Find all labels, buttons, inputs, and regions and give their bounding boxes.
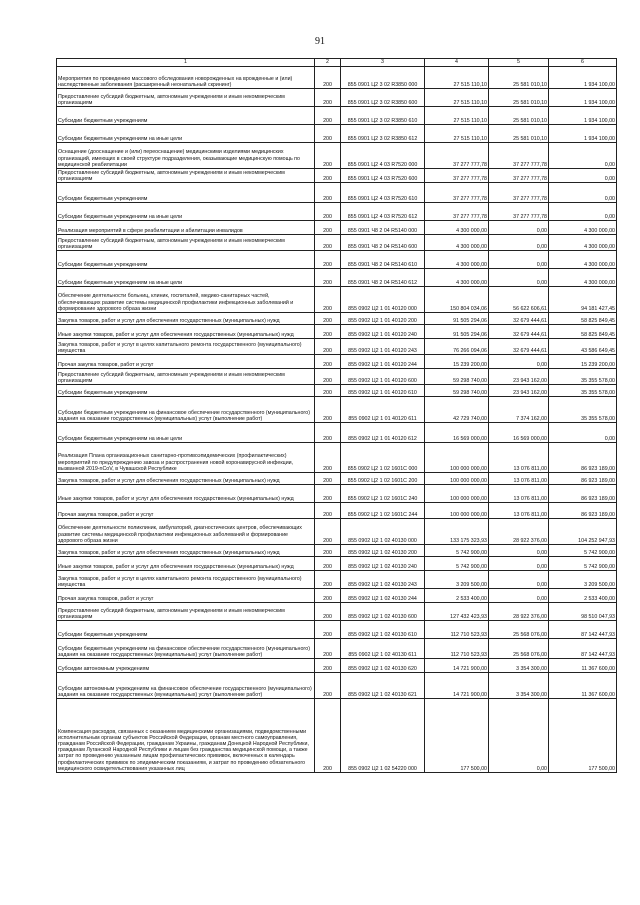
row-admin-cell: 200 bbox=[315, 699, 341, 773]
row-amount-republic: 0,00 bbox=[549, 169, 617, 183]
row-amount-republic: 0,00 bbox=[549, 183, 617, 203]
row-name-cell: Закупка товаров, работ и услуг для обеспечения государственных (муниципальных) нужд bbox=[57, 313, 315, 325]
row-name-cell: Субсидии автономным учреждениям bbox=[57, 659, 315, 673]
row-code-cell: 855 0902 Ц2 1 01 40120 612 bbox=[341, 423, 425, 443]
row-code-cell: 855 0901 Ч8 2 04 R5140 600 bbox=[341, 235, 425, 251]
row-admin-cell: 200 bbox=[315, 621, 341, 639]
row-name-cell: Предоставление субсидий бюджетным, автономным учреждениям и иным некоммерческим организациям bbox=[57, 89, 315, 107]
row-name-cell: Закупка товаров, работ и услуг в целях капитального ремонта государственного (муниципального) имущества bbox=[57, 339, 315, 355]
row-amount-total: 91 505 294,06 bbox=[425, 313, 489, 325]
row-amount-total: 16 569 000,00 bbox=[425, 423, 489, 443]
row-code-cell: 855 0901 Ц2 4 03 R7520 600 bbox=[341, 169, 425, 183]
row-admin-cell: 200 bbox=[315, 659, 341, 673]
row-admin-cell: 200 bbox=[315, 355, 341, 369]
row-code-cell: 855 0902 Ц2 1 02 40130 243 bbox=[341, 571, 425, 589]
row-amount-total: 14 721 900,00 bbox=[425, 673, 489, 699]
row-name-cell: Обеспечение деятельности поликлиник, амбулаторий, диагностических центров, обеспечивающих развитие системы медицинской профилактики инфекционных заболеваний и формирование здорового образа жизни bbox=[57, 519, 315, 545]
page-number: 91 bbox=[315, 36, 325, 47]
row-amount-republic: 58 825 849,45 bbox=[549, 325, 617, 339]
header-cell: 1 bbox=[57, 59, 315, 67]
table-row bbox=[57, 589, 617, 603]
row-code-cell: 855 0902 Ц2 1 01 40120 610 bbox=[341, 385, 425, 397]
row-amount-total: 112 710 523,93 bbox=[425, 639, 489, 659]
table-row bbox=[57, 313, 617, 325]
row-amount-federal: 37 277 777,78 bbox=[489, 169, 549, 183]
row-amount-federal: 13 076 811,00 bbox=[489, 473, 549, 485]
row-amount-republic: 0,00 bbox=[549, 423, 617, 443]
row-amount-total: 37 277 777,78 bbox=[425, 169, 489, 183]
row-name-cell: Предоставление субсидий бюджетным, автономным учреждениям и иным некоммерческим организациям bbox=[57, 603, 315, 621]
row-amount-republic: 35 355 578,00 bbox=[549, 385, 617, 397]
row-amount-total: 4 300 000,00 bbox=[425, 251, 489, 269]
row-admin-cell: 200 bbox=[315, 89, 341, 107]
header-cell: 3 bbox=[341, 59, 425, 67]
table-row bbox=[57, 659, 617, 673]
row-amount-total: 4 300 000,00 bbox=[425, 269, 489, 287]
row-amount-total: 91 505 294,06 bbox=[425, 325, 489, 339]
row-amount-republic: 86 923 189,00 bbox=[549, 485, 617, 503]
row-name-cell: Иные закупки товаров, работ и услуг для обеспечения государственных (муниципальных) нужд bbox=[57, 485, 315, 503]
row-admin-cell: 200 bbox=[315, 473, 341, 485]
row-admin-cell: 200 bbox=[315, 325, 341, 339]
row-amount-republic: 4 300 000,00 bbox=[549, 251, 617, 269]
row-amount-republic: 87 142 447,93 bbox=[549, 639, 617, 659]
row-amount-federal: 7 374 162,00 bbox=[489, 397, 549, 423]
row-name-cell: Субсидии бюджетным учреждениям bbox=[57, 251, 315, 269]
row-code-cell: 855 0902 Ц2 1 02 40130 240 bbox=[341, 557, 425, 571]
row-amount-federal: 0,00 bbox=[489, 269, 549, 287]
row-admin-cell: 200 bbox=[315, 385, 341, 397]
row-name-cell: Субсидии бюджетным учреждениям bbox=[57, 385, 315, 397]
row-name-cell: Субсидии бюджетным учреждениям на финансовое обеспечение государственного (муниципального) задания на оказание государственных (муниципальных) услуг (выполнение работ) bbox=[57, 397, 315, 423]
row-code-cell: 855 0902 Ц2 1 02 1601С 244 bbox=[341, 503, 425, 519]
row-amount-total: 37 277 777,78 bbox=[425, 183, 489, 203]
row-amount-republic: 86 923 189,00 bbox=[549, 473, 617, 485]
row-admin-cell: 200 bbox=[315, 143, 341, 169]
row-name-cell: Оснащение (дооснащение и (или) переоснащение) медицинскими изделиями медицинских организаций, имеющих в своей структуре подразделения, оказывающие медицинскую помощь по медицинской реабилитации bbox=[57, 143, 315, 169]
row-name-cell: Иные закупки товаров, работ и услуг для обеспечения государственных (муниципальных) нужд bbox=[57, 557, 315, 571]
row-code-cell: 855 0902 Ц2 1 01 40120 200 bbox=[341, 313, 425, 325]
row-amount-republic: 87 142 447,93 bbox=[549, 621, 617, 639]
row-amount-total: 4 300 000,00 bbox=[425, 235, 489, 251]
table-row bbox=[57, 169, 617, 183]
row-amount-federal: 3 354 300,00 bbox=[489, 659, 549, 673]
row-code-cell: 855 0902 Ц2 1 02 1601С 240 bbox=[341, 485, 425, 503]
row-amount-federal: 0,00 bbox=[489, 545, 549, 557]
row-amount-republic: 11 367 600,00 bbox=[549, 673, 617, 699]
row-amount-republic: 4 300 000,00 bbox=[549, 221, 617, 235]
row-name-cell: Предоставление субсидий бюджетным, автономным учреждениям и иным некоммерческим организациям bbox=[57, 169, 315, 183]
table-row bbox=[57, 385, 617, 397]
row-amount-total: 15 239 200,00 bbox=[425, 355, 489, 369]
row-name-cell: Реализация мероприятий в сфере реабилитации и абилитации инвалидов bbox=[57, 221, 315, 235]
row-admin-cell: 200 bbox=[315, 369, 341, 385]
row-code-cell: 855 0902 Ц2 1 01 40120 244 bbox=[341, 355, 425, 369]
row-name-cell: Прочая закупка товаров, работ и услуг bbox=[57, 589, 315, 603]
row-code-cell: 855 0901 Ц2 4 03 R7520 000 bbox=[341, 143, 425, 169]
header-cell: 5 bbox=[489, 59, 549, 67]
row-code-cell: 855 0902 Ц2 1 02 40130 621 bbox=[341, 673, 425, 699]
row-code-cell: 855 0902 Ц2 1 02 54220 000 bbox=[341, 699, 425, 773]
row-amount-total: 27 515 110,10 bbox=[425, 67, 489, 89]
row-code-cell: 855 0901 Ц2 3 02 R3850 612 bbox=[341, 125, 425, 143]
row-admin-cell: 200 bbox=[315, 485, 341, 503]
row-amount-federal: 25 581 010,10 bbox=[489, 89, 549, 107]
table-row bbox=[57, 251, 617, 269]
row-amount-republic: 15 239 200,00 bbox=[549, 355, 617, 369]
row-name-cell: Субсидии бюджетным учреждениям на иные цели bbox=[57, 203, 315, 221]
row-amount-republic: 98 510 047,93 bbox=[549, 603, 617, 621]
row-amount-federal: 37 277 777,78 bbox=[489, 143, 549, 169]
row-name-cell: Субсидии бюджетным учреждениям bbox=[57, 107, 315, 125]
row-amount-total: 100 000 000,00 bbox=[425, 443, 489, 473]
row-amount-republic: 177 500,00 bbox=[549, 699, 617, 773]
row-amount-republic: 43 586 649,45 bbox=[549, 339, 617, 355]
table-row bbox=[57, 355, 617, 369]
row-name-cell: Реализация Плана организационных санитарно-противоэпидемических (профилактических) мероприятий по предупреждению завоза и распространения новой коронавирусной инфекции, вызванной 2019-nCoV, в Чувашской Республике bbox=[57, 443, 315, 473]
row-code-cell: 855 0902 Ц2 1 02 40130 620 bbox=[341, 659, 425, 673]
row-admin-cell: 200 bbox=[315, 125, 341, 143]
row-amount-total: 37 277 777,78 bbox=[425, 203, 489, 221]
table-row bbox=[57, 397, 617, 423]
row-code-cell: 855 0902 Ц2 1 02 40130 611 bbox=[341, 639, 425, 659]
row-amount-federal: 0,00 bbox=[489, 571, 549, 589]
row-code-cell: 855 0902 Ц2 1 02 40130 600 bbox=[341, 603, 425, 621]
table-row bbox=[57, 287, 617, 313]
row-amount-republic: 3 209 500,00 bbox=[549, 571, 617, 589]
row-code-cell: 855 0902 Ц2 1 01 40120 000 bbox=[341, 287, 425, 313]
row-amount-federal: 16 569 000,00 bbox=[489, 423, 549, 443]
row-admin-cell: 200 bbox=[315, 221, 341, 235]
table-row bbox=[57, 545, 617, 557]
table-row bbox=[57, 485, 617, 503]
row-amount-total: 14 721 900,00 bbox=[425, 659, 489, 673]
row-amount-total: 150 804 034,06 bbox=[425, 287, 489, 313]
row-amount-federal: 23 943 162,00 bbox=[489, 369, 549, 385]
table-row bbox=[57, 673, 617, 699]
row-amount-total: 76 266 094,06 bbox=[425, 339, 489, 355]
row-code-cell: 855 0902 Ц2 1 01 40120 240 bbox=[341, 325, 425, 339]
table-row bbox=[57, 519, 617, 545]
table-row bbox=[57, 369, 617, 385]
row-admin-cell: 200 bbox=[315, 235, 341, 251]
row-amount-federal: 25 568 076,00 bbox=[489, 639, 549, 659]
row-name-cell: Субсидии бюджетным учреждениям на иные цели bbox=[57, 269, 315, 287]
row-amount-total: 112 710 523,93 bbox=[425, 621, 489, 639]
row-amount-total: 2 533 400,00 bbox=[425, 589, 489, 603]
table-row bbox=[57, 699, 617, 773]
row-code-cell: 855 0901 Ц2 3 02 R3850 600 bbox=[341, 89, 425, 107]
table-row bbox=[57, 473, 617, 485]
table-row bbox=[57, 639, 617, 659]
row-amount-federal: 28 922 376,00 bbox=[489, 603, 549, 621]
row-amount-total: 100 000 000,00 bbox=[425, 473, 489, 485]
row-name-cell: Предоставление субсидий бюджетным, автономным учреждениям и иным некоммерческим организациям bbox=[57, 369, 315, 385]
table-row bbox=[57, 67, 617, 89]
table-row bbox=[57, 603, 617, 621]
row-code-cell: 855 0901 Ц2 4 03 R7520 612 bbox=[341, 203, 425, 221]
row-amount-total: 42 729 740,00 bbox=[425, 397, 489, 423]
row-name-cell: Прочая закупка товаров, работ и услуг bbox=[57, 503, 315, 519]
row-amount-republic: 5 742 900,00 bbox=[549, 545, 617, 557]
table-row bbox=[57, 339, 617, 355]
row-admin-cell: 200 bbox=[315, 519, 341, 545]
row-amount-republic: 5 742 900,00 bbox=[549, 557, 617, 571]
row-code-cell: 855 0902 Ц2 1 02 40130 000 bbox=[341, 519, 425, 545]
row-name-cell: Субсидии бюджетным учреждениям на иные цели bbox=[57, 423, 315, 443]
row-amount-total: 5 742 900,00 bbox=[425, 557, 489, 571]
row-amount-federal: 56 622 606,61 bbox=[489, 287, 549, 313]
row-name-cell: Закупка товаров, работ и услуг для обеспечения государственных (муниципальных) нужд bbox=[57, 473, 315, 485]
row-code-cell: 855 0902 Ц2 1 01 40120 243 bbox=[341, 339, 425, 355]
row-code-cell: 855 0901 Ц2 3 02 R3850 610 bbox=[341, 107, 425, 125]
header-cell: 4 bbox=[425, 59, 489, 67]
row-admin-cell: 200 bbox=[315, 107, 341, 125]
row-code-cell: 855 0902 Ц2 1 02 40130 244 bbox=[341, 589, 425, 603]
row-admin-cell: 200 bbox=[315, 203, 341, 221]
row-admin-cell: 200 bbox=[315, 287, 341, 313]
row-admin-cell: 200 bbox=[315, 397, 341, 423]
row-amount-federal: 28 922 376,00 bbox=[489, 519, 549, 545]
header-cell: 2 bbox=[315, 59, 341, 67]
row-amount-federal: 0,00 bbox=[489, 699, 549, 773]
table-row bbox=[57, 423, 617, 443]
row-amount-republic: 35 355 578,00 bbox=[549, 369, 617, 385]
row-amount-republic: 1 934 100,00 bbox=[549, 67, 617, 89]
row-name-cell: Субсидии бюджетным учреждениям на иные цели bbox=[57, 125, 315, 143]
row-amount-total: 4 300 000,00 bbox=[425, 221, 489, 235]
row-admin-cell: 200 bbox=[315, 183, 341, 203]
row-amount-total: 100 000 000,00 bbox=[425, 503, 489, 519]
row-admin-cell: 200 bbox=[315, 251, 341, 269]
row-amount-total: 127 432 423,93 bbox=[425, 603, 489, 621]
table-row bbox=[57, 235, 617, 251]
table-row bbox=[57, 89, 617, 107]
row-amount-republic: 86 923 189,00 bbox=[549, 503, 617, 519]
table-row bbox=[57, 125, 617, 143]
row-amount-total: 27 515 110,10 bbox=[425, 89, 489, 107]
row-admin-cell: 200 bbox=[315, 443, 341, 473]
table-row bbox=[57, 325, 617, 339]
row-amount-federal: 3 354 300,00 bbox=[489, 673, 549, 699]
row-amount-republic: 104 252 947,93 bbox=[549, 519, 617, 545]
row-name-cell: Закупка товаров, работ и услуг в целях капитального ремонта государственного (муниципального) имущества bbox=[57, 571, 315, 589]
row-amount-federal: 37 277 777,78 bbox=[489, 183, 549, 203]
table-row bbox=[57, 203, 617, 221]
row-amount-total: 37 277 777,78 bbox=[425, 143, 489, 169]
row-amount-total: 59 298 740,00 bbox=[425, 369, 489, 385]
row-amount-republic: 2 533 400,00 bbox=[549, 589, 617, 603]
row-code-cell: 855 0901 Ч8 2 04 R5140 610 bbox=[341, 251, 425, 269]
row-amount-federal: 13 076 811,00 bbox=[489, 485, 549, 503]
row-admin-cell: 200 bbox=[315, 67, 341, 89]
row-admin-cell: 200 bbox=[315, 571, 341, 589]
table-row bbox=[57, 183, 617, 203]
row-amount-federal: 0,00 bbox=[489, 221, 549, 235]
row-name-cell: Субсидии бюджетным учреждениям на финансовое обеспечение государственного (муниципального) задания на оказание государственных (муниципальных) услуг (выполнение работ) bbox=[57, 639, 315, 659]
row-amount-total: 59 298 740,00 bbox=[425, 385, 489, 397]
row-amount-federal: 25 581 010,10 bbox=[489, 67, 549, 89]
row-name-cell: Закупка товаров, работ и услуг для обеспечения государственных (муниципальных) нужд bbox=[57, 545, 315, 557]
row-amount-federal: 25 581 010,10 bbox=[489, 107, 549, 125]
header-cell: 6 bbox=[549, 59, 617, 67]
table-row bbox=[57, 443, 617, 473]
row-amount-federal: 23 943 162,00 bbox=[489, 385, 549, 397]
row-name-cell: Иные закупки товаров, работ и услуг для обеспечения государственных (муниципальных) нужд bbox=[57, 325, 315, 339]
budget-table bbox=[56, 58, 617, 773]
row-amount-republic: 0,00 bbox=[549, 203, 617, 221]
row-amount-total: 133 175 323,93 bbox=[425, 519, 489, 545]
row-amount-federal: 25 568 076,00 bbox=[489, 621, 549, 639]
row-name-cell: Мероприятия по проведению массового обследования новорожденных на врожденные и (или) наследственные заболевания (расширенный неонатальный скрининг) bbox=[57, 67, 315, 89]
row-amount-republic: 35 355 578,00 bbox=[549, 397, 617, 423]
row-amount-federal: 37 277 777,78 bbox=[489, 203, 549, 221]
header-row bbox=[57, 59, 617, 67]
row-code-cell: 855 0902 Ц2 1 02 40130 200 bbox=[341, 545, 425, 557]
table-row bbox=[57, 143, 617, 169]
row-amount-total: 100 000 000,00 bbox=[425, 485, 489, 503]
row-amount-federal: 32 679 444,61 bbox=[489, 339, 549, 355]
row-amount-federal: 13 076 811,00 bbox=[489, 503, 549, 519]
row-admin-cell: 200 bbox=[315, 589, 341, 603]
row-admin-cell: 200 bbox=[315, 545, 341, 557]
table-row bbox=[57, 621, 617, 639]
row-amount-republic: 58 825 849,45 bbox=[549, 313, 617, 325]
row-amount-federal: 0,00 bbox=[489, 235, 549, 251]
table-body bbox=[57, 59, 617, 773]
row-admin-cell: 200 bbox=[315, 503, 341, 519]
table-row bbox=[57, 269, 617, 287]
row-admin-cell: 200 bbox=[315, 423, 341, 443]
row-name-cell: Компенсация расходов, связанных с оказанием медицинскими организациями, подведомственными исполнительным органам субъектов Российской Федерации, органам местного самоуправления, гражданам Российской Федерации, гражданам Украины, гражданам Донецкой Народной Республики, гражданам Луганской Народной Республики и лицам без гражданства медицинской помощи, а также затрат по проведению указанным лицам профилактических прививок, включенных в календарь профилактических прививок по эпидемическим показаниям, и затрат по проведению обязательного медицинского освидетельствования указанных лиц bbox=[57, 699, 315, 773]
row-amount-total: 3 209 500,00 bbox=[425, 571, 489, 589]
row-code-cell: 855 0901 Ч8 2 04 R5140 612 bbox=[341, 269, 425, 287]
row-amount-federal: 32 679 444,61 bbox=[489, 325, 549, 339]
table-row bbox=[57, 557, 617, 571]
row-amount-federal: 0,00 bbox=[489, 589, 549, 603]
row-amount-federal: 25 581 010,10 bbox=[489, 125, 549, 143]
row-admin-cell: 200 bbox=[315, 169, 341, 183]
row-admin-cell: 200 bbox=[315, 557, 341, 571]
row-code-cell: 855 0901 Ц2 4 03 R7520 610 bbox=[341, 183, 425, 203]
row-amount-republic: 94 181 427,45 bbox=[549, 287, 617, 313]
row-code-cell: 855 0901 Ц2 3 02 R3850 000 bbox=[341, 67, 425, 89]
row-amount-republic: 4 300 000,00 bbox=[549, 235, 617, 251]
row-amount-republic: 1 934 100,00 bbox=[549, 107, 617, 125]
row-name-cell: Обеспечение деятельности больниц, клиник, госпиталей, медико-санитарных частей, обеспечивающих развитие системы медицинской профилактики инфекционных заболеваний и формирование здорового образа жизни bbox=[57, 287, 315, 313]
row-amount-federal: 13 076 811,00 bbox=[489, 443, 549, 473]
row-code-cell: 855 0902 Ц2 1 01 40120 611 bbox=[341, 397, 425, 423]
row-amount-federal: 32 679 444,61 bbox=[489, 313, 549, 325]
table-row bbox=[57, 221, 617, 235]
table-row bbox=[57, 571, 617, 589]
row-amount-republic: 4 300 000,00 bbox=[549, 269, 617, 287]
row-amount-total: 27 515 110,10 bbox=[425, 125, 489, 143]
row-amount-republic: 1 934 100,00 bbox=[549, 89, 617, 107]
row-name-cell: Субсидии бюджетным учреждениям bbox=[57, 621, 315, 639]
row-code-cell: 855 0902 Ц2 1 01 40120 600 bbox=[341, 369, 425, 385]
row-code-cell: 855 0902 Ц2 1 02 40130 610 bbox=[341, 621, 425, 639]
table-row bbox=[57, 107, 617, 125]
row-amount-total: 27 515 110,10 bbox=[425, 107, 489, 125]
row-admin-cell: 200 bbox=[315, 603, 341, 621]
row-amount-total: 177 500,00 bbox=[425, 699, 489, 773]
row-amount-republic: 0,00 bbox=[549, 143, 617, 169]
row-code-cell: 855 0902 Ц2 1 02 1601С 200 bbox=[341, 473, 425, 485]
row-admin-cell: 200 bbox=[315, 639, 341, 659]
row-name-cell: Субсидии автономным учреждениям на финансовое обеспечение государственного (муниципального) задания на оказание государственных (муниципальных) услуг (выполнение работ) bbox=[57, 673, 315, 699]
row-admin-cell: 200 bbox=[315, 269, 341, 287]
row-admin-cell: 200 bbox=[315, 313, 341, 325]
row-code-cell: 855 0901 Ч8 2 04 R5140 000 bbox=[341, 221, 425, 235]
row-admin-cell: 200 bbox=[315, 339, 341, 355]
row-amount-republic: 11 367 600,00 bbox=[549, 659, 617, 673]
row-admin-cell: 200 bbox=[315, 673, 341, 699]
row-name-cell: Предоставление субсидий бюджетным, автономным учреждениям и иным некоммерческим организациям bbox=[57, 235, 315, 251]
row-amount-republic: 86 923 189,00 bbox=[549, 443, 617, 473]
row-code-cell: 855 0902 Ц2 1 02 1601С 000 bbox=[341, 443, 425, 473]
row-amount-total: 5 742 900,00 bbox=[425, 545, 489, 557]
row-amount-republic: 1 934 100,00 bbox=[549, 125, 617, 143]
row-name-cell: Субсидии бюджетным учреждениям bbox=[57, 183, 315, 203]
row-amount-federal: 0,00 bbox=[489, 557, 549, 571]
row-amount-federal: 0,00 bbox=[489, 355, 549, 369]
table-row bbox=[57, 503, 617, 519]
row-amount-federal: 0,00 bbox=[489, 251, 549, 269]
row-name-cell: Прочая закупка товаров, работ и услуг bbox=[57, 355, 315, 369]
